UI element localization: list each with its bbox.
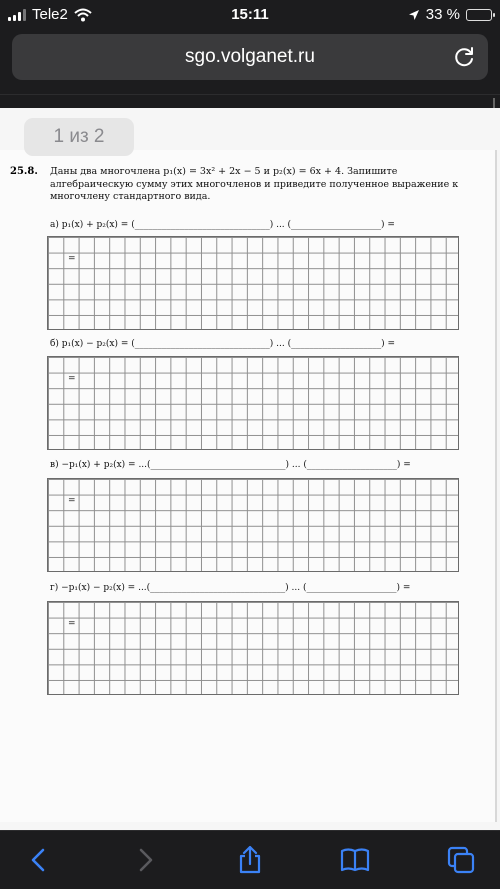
scroll-indicator [493, 98, 495, 108]
equals-sign: = [68, 374, 76, 384]
url-text[interactable]: sgo.volganet.ru [185, 46, 315, 67]
tabs-icon [446, 845, 476, 875]
document-viewer[interactable] [0, 108, 500, 830]
answer-grid-d[interactable] [47, 601, 459, 695]
carrier-label: Tele2 [32, 6, 68, 23]
part-a-label: а) p₁(x) + p₂(x) = (______________________________) ... (____________________) = [50, 220, 395, 230]
clock: 15:11 [231, 6, 269, 23]
equals-sign: = [68, 496, 76, 506]
status-right [408, 5, 492, 25]
reload-icon[interactable] [452, 45, 476, 69]
back-button[interactable] [24, 845, 54, 875]
share-button[interactable] [235, 845, 265, 875]
battery-percent: 33 % [425, 6, 460, 23]
part-d-label: г) −p₁(x) − p₂(x) = ...(______________________________) ... (____________________) = [50, 583, 411, 593]
browser-header [0, 0, 500, 94]
equals-sign: = [68, 254, 76, 264]
chevron-left-icon [24, 845, 54, 875]
share-icon [235, 845, 265, 875]
page-indicator: 1 из 2 [24, 118, 134, 156]
browser-toolbar [0, 830, 500, 889]
task-number: 25.8. [10, 166, 38, 177]
part-c-label: в) −p₁(x) + p₂(x) = ...(______________________________) ... (____________________) = [50, 460, 411, 470]
task-text: Даны два многочлена p₁(x) = 3x² + 2x − 5 и p₂(x) = 6x + 4. Запишите алгебраическую сумму этих многочленов и приведите полученное выражение к многочлену стандартного вида. [50, 166, 459, 202]
forward-button[interactable] [130, 845, 160, 875]
page-load-strip [0, 94, 500, 108]
chevron-right-icon [130, 845, 160, 875]
tabs-button[interactable] [446, 845, 476, 875]
answer-grid-c[interactable] [47, 478, 459, 572]
bookmarks-button[interactable] [340, 845, 370, 875]
location-arrow-icon [408, 9, 420, 21]
answer-grid-b[interactable] [47, 356, 459, 450]
address-bar[interactable] [12, 34, 488, 80]
document-page [0, 150, 497, 822]
equals-sign: = [68, 619, 76, 629]
part-b-label: б) p₁(x) − p₂(x) = (______________________________) ... (____________________) = [50, 339, 396, 349]
book-icon [340, 845, 370, 875]
answer-grid-a[interactable] [47, 236, 459, 330]
battery-icon [466, 9, 492, 21]
